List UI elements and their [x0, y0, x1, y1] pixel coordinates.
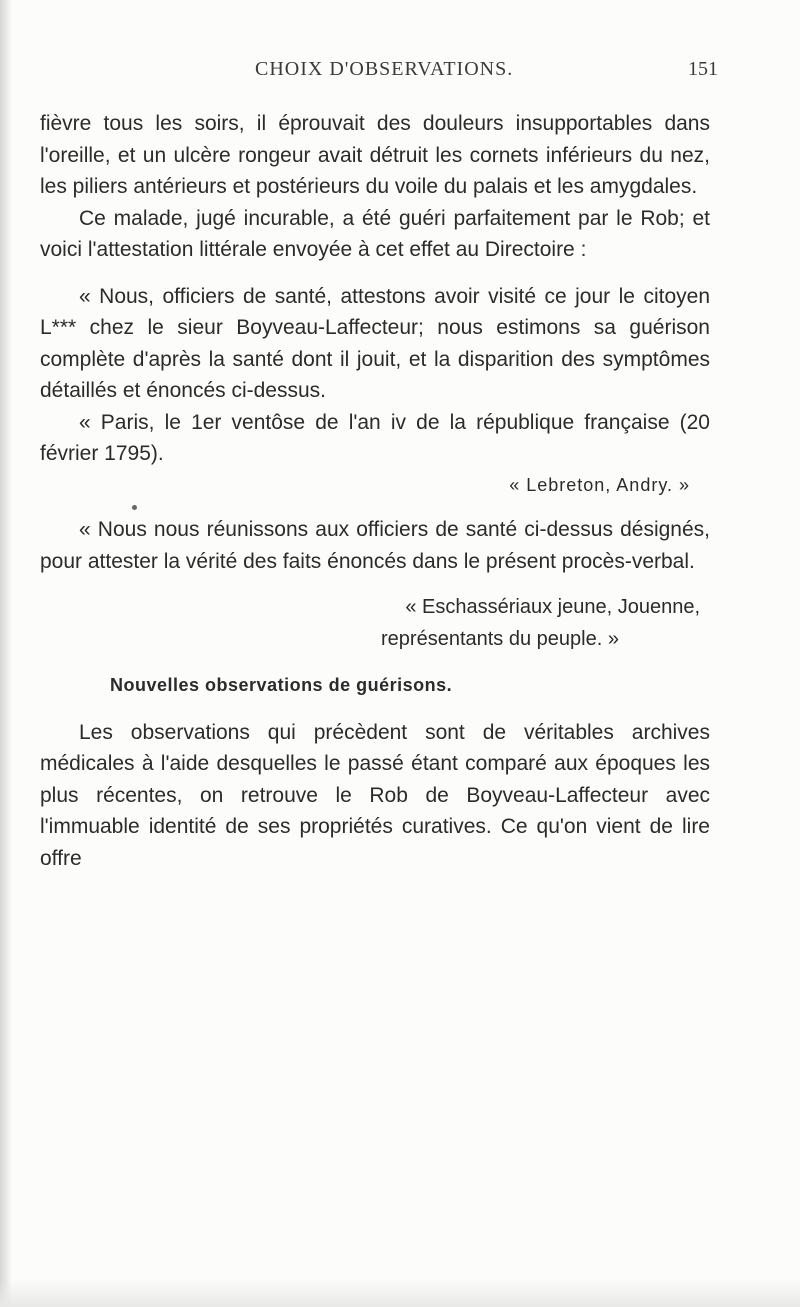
- paragraph-2: Ce malade, jugé incurable, a été guéri parfaitement par le Rob; et voici l'attestation littérale envoyée à cet effet au Directoire :: [40, 206, 710, 261]
- running-head: [40, 58, 760, 88]
- running-head-title: CHOIX D'OBSERVATIONS.: [255, 58, 514, 80]
- stray-dot: [132, 505, 137, 510]
- section-heading: Nouvelles observations de guérisons.: [110, 675, 453, 695]
- representatives-paragraph: « Nous nous réunissons aux officiers de santé ci-dessus désignés, pour attester la vérité des faits énoncés dans le présent procès-verbal.: [40, 518, 710, 573]
- paragraph-observations: Les observations qui précèdent sont de véritables archives médicales à l'aide desquelles le passé étant comparé aux époques les plus récentes, on retrouve le Rob de Boyveau-Laffecteur avec l'immuable identité de ses propriétés curatives. Ce qu'on vient de lire offre: [40, 720, 710, 870]
- signature-representatives: « Eschassériaux jeune, Jouenne,: [405, 596, 700, 618]
- attestation-date: « Paris, le 1er ventôse de l'an iv de la république française (20 février 1795).: [40, 410, 710, 465]
- paragraph-1: fièvre tous les soirs, il éprouvait des douleurs insupportables dans l'oreille, et un ulcère rongeur avait détruit les cornets inférieurs du nez, les piliers antérieurs et postérieurs du voile du palais et les amygdales.: [40, 112, 710, 198]
- signature-officers: « Lebreton, Andry. »: [509, 474, 690, 495]
- attestation-paragraph: « Nous, officiers de santé, attestons avoir visité ce jour le citoyen L*** chez le sieur Boyveau-Laffecteur; nous estimons sa guérison complète d'après la santé dont il jouit, et la disparition des symptômes détaillés et énoncés ci-dessus.: [40, 284, 710, 402]
- signature-representatives-title: représentants du peuple. »: [381, 627, 619, 650]
- page-bottom-shadow: [0, 1279, 800, 1307]
- body-text: [40, 108, 710, 874]
- page-spine-shadow: [0, 0, 12, 1307]
- page-number: 151: [688, 58, 718, 80]
